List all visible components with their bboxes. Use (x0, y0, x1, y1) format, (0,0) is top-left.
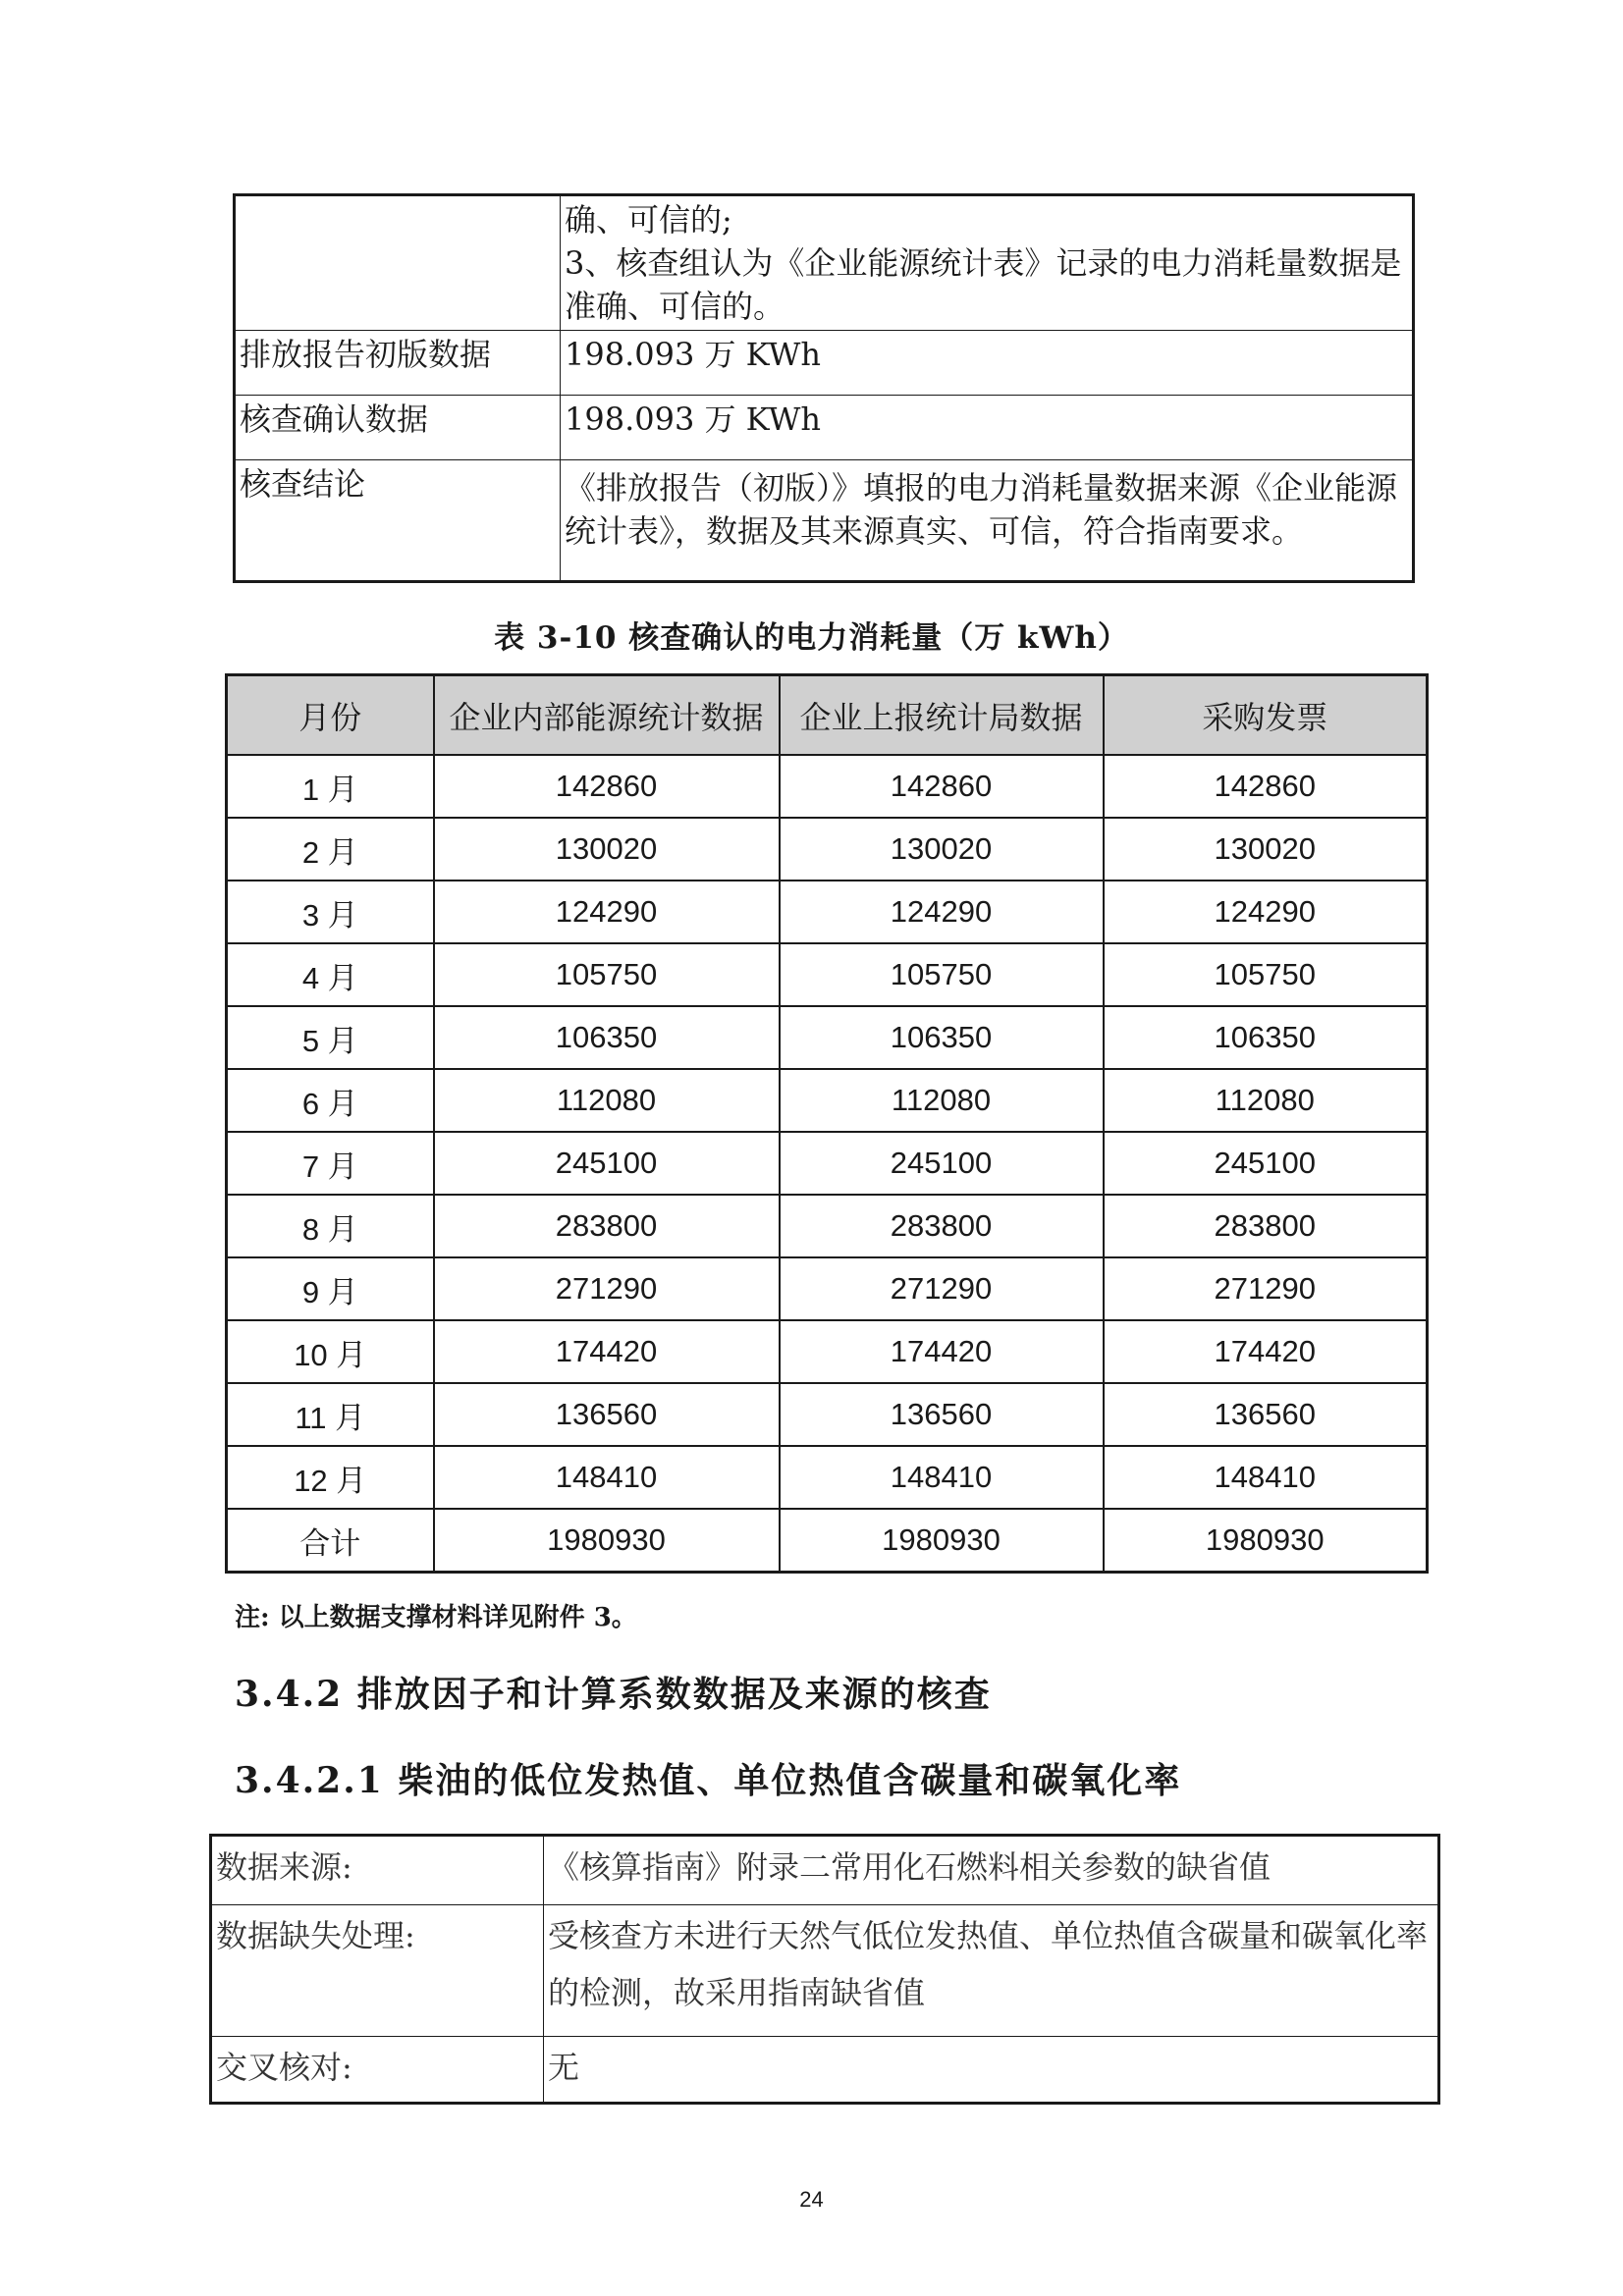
value-cell: 245100 (780, 1132, 1104, 1195)
row-value (561, 195, 1414, 331)
value-cell: 245100 (434, 1132, 780, 1195)
value-cell: 1980930 (780, 1509, 1104, 1573)
row-label: 数据来源: (211, 1836, 544, 1905)
value-cell: 106350 (434, 1006, 780, 1069)
row-label (235, 195, 561, 331)
verification-row (235, 195, 1414, 331)
month-cell: 1 月 (227, 755, 434, 818)
month-cell: 9 月 (227, 1257, 434, 1320)
value-cell: 130020 (434, 818, 780, 881)
table-row (227, 1006, 1428, 1069)
value-cell: 142860 (434, 755, 780, 818)
value-cell: 271290 (780, 1257, 1104, 1320)
table-row (227, 755, 1428, 818)
value-cell: 136560 (434, 1383, 780, 1446)
value-cell: 112080 (1104, 1069, 1428, 1132)
value-cell: 148410 (434, 1446, 780, 1509)
row-label: 核查确认数据 (235, 396, 561, 460)
table-total-row (227, 1509, 1428, 1573)
section-heading: 3.4.2 排放因子和计算系数数据及来源的核查 (235, 1674, 992, 1715)
value-line: 受核查方未进行天然气低位发热值、单位热值含碳量和碳氧化率的检测，故采用指南缺省值 (548, 1917, 1429, 2011)
value-line: 《排放报告（初版）》填报的电力消耗量数据来源《企业能源统计表》，数据及其来源真实、可信，符合指南要求。 (565, 469, 1398, 550)
row-label: 排放报告初版数据 (235, 331, 561, 396)
value-cell: 174420 (1104, 1320, 1428, 1383)
month-cell: 5 月 (227, 1006, 434, 1069)
table-row (227, 1383, 1428, 1446)
value-cell: 105750 (434, 943, 780, 1006)
value-cell: 148410 (1104, 1446, 1428, 1509)
value-cell: 106350 (1104, 1006, 1428, 1069)
table-row (227, 881, 1428, 943)
value-line: 无 (548, 2049, 580, 2086)
table-row (227, 1195, 1428, 1257)
row-value (544, 1905, 1439, 2037)
header-internal-stats: 企业内部能源统计数据 (434, 675, 780, 756)
row-label: 交叉核对: (211, 2037, 544, 2104)
subsection-heading: 3.4.2.1 柴油的低位发热值、单位热值含碳量和碳氧化率 (235, 1760, 1182, 1801)
table-body (227, 755, 1428, 1573)
value-cell: 1980930 (1104, 1509, 1428, 1573)
value-line: 198.093 万 KWh (565, 400, 821, 438)
month-cell: 7 月 (227, 1132, 434, 1195)
row-value (544, 1836, 1439, 1905)
table-row (227, 1257, 1428, 1320)
row-value (544, 2037, 1439, 2104)
value-cell: 283800 (1104, 1195, 1428, 1257)
verification-table (233, 193, 1415, 583)
value-cell: 142860 (780, 755, 1104, 818)
value-cell: 124290 (1104, 881, 1428, 943)
parameter-row (211, 1836, 1439, 1905)
value-cell: 105750 (780, 943, 1104, 1006)
table-row (227, 943, 1428, 1006)
row-value (561, 460, 1414, 582)
value-cell: 271290 (434, 1257, 780, 1320)
value-cell: 112080 (780, 1069, 1104, 1132)
value-cell: 136560 (1104, 1383, 1428, 1446)
table-row (227, 818, 1428, 881)
value-line: 《核算指南》附录二常用化石燃料相关参数的缺省值 (548, 1848, 1271, 1886)
value-cell: 142860 (1104, 755, 1428, 818)
month-cell: 合计 (227, 1509, 434, 1573)
page-number: 24 (799, 2187, 824, 2212)
month-cell: 11 月 (227, 1383, 434, 1446)
row-value (561, 331, 1414, 396)
parameter-table (209, 1834, 1440, 2105)
verification-row (235, 331, 1414, 396)
value-cell: 136560 (780, 1383, 1104, 1446)
row-label: 核查结论 (235, 460, 561, 582)
month-cell: 12 月 (227, 1446, 434, 1509)
value-line: 确、可信的; (565, 201, 732, 239)
parameter-row (211, 2037, 1439, 2104)
header-invoice: 采购发票 (1104, 675, 1428, 756)
value-cell: 130020 (1104, 818, 1428, 881)
value-cell: 148410 (780, 1446, 1104, 1509)
table-row (227, 1320, 1428, 1383)
value-cell: 283800 (434, 1195, 780, 1257)
value-cell: 174420 (434, 1320, 780, 1383)
table-row (227, 1069, 1428, 1132)
header-month: 月份 (227, 675, 434, 756)
parameter-row (211, 1905, 1439, 2037)
value-line: 198.093 万 KWh (565, 336, 821, 373)
month-cell: 3 月 (227, 881, 434, 943)
value-cell: 124290 (780, 881, 1104, 943)
verification-row (235, 460, 1414, 582)
value-cell: 105750 (1104, 943, 1428, 1006)
value-cell: 124290 (434, 881, 780, 943)
value-cell: 1980930 (434, 1509, 780, 1573)
row-label: 数据缺失处理: (211, 1905, 544, 2037)
table-caption: 表 3-10 核查确认的电力消耗量（万 kWh） (494, 620, 1129, 656)
value-cell: 283800 (780, 1195, 1104, 1257)
value-cell: 130020 (780, 818, 1104, 881)
row-value (561, 396, 1414, 460)
table-row (227, 1446, 1428, 1509)
verification-row (235, 396, 1414, 460)
table-row (227, 1132, 1428, 1195)
month-cell: 10 月 (227, 1320, 434, 1383)
month-cell: 8 月 (227, 1195, 434, 1257)
value-cell: 174420 (780, 1320, 1104, 1383)
month-cell: 6 月 (227, 1069, 434, 1132)
month-cell: 4 月 (227, 943, 434, 1006)
value-cell: 271290 (1104, 1257, 1428, 1320)
value-cell: 112080 (434, 1069, 780, 1132)
table-note: 注: 以上数据支撑材料详见附件 3。 (235, 1603, 637, 1632)
value-cell: 106350 (780, 1006, 1104, 1069)
value-cell: 245100 (1104, 1132, 1428, 1195)
value-line: 3、核查组认为《企业能源统计表》记录的电力消耗量数据是准确、可信的。 (565, 244, 1402, 325)
header-bureau-report: 企业上报统计局数据 (780, 675, 1104, 756)
electricity-table (225, 673, 1429, 1574)
table-header-row (227, 675, 1428, 756)
month-cell: 2 月 (227, 818, 434, 881)
